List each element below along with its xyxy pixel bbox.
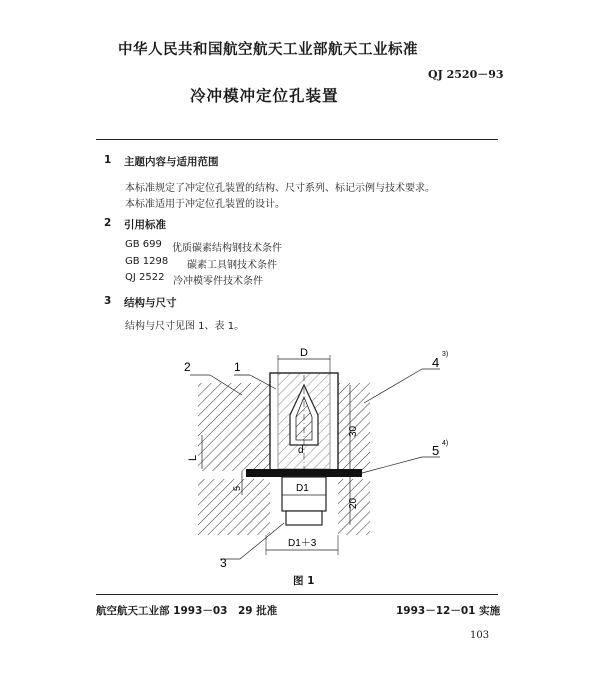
part-2-label: 2: [184, 360, 191, 374]
reference-name: 优质碳素结构钢技术条件: [172, 243, 282, 254]
dim-d-label: d: [298, 445, 304, 456]
reference-code: QJ 2522: [125, 272, 165, 283]
page-number: 103: [470, 630, 490, 641]
reference-code: GB 699: [125, 239, 162, 250]
reference-name: 冷冲模零件技术条件: [173, 276, 263, 287]
header-rule: [96, 139, 498, 140]
part-1-label: 1: [234, 360, 241, 374]
section-3-number: 3: [104, 295, 112, 307]
reference-name: 碳素工具钢技术条件: [187, 260, 277, 271]
part-4-note: 3): [442, 351, 449, 358]
section-1-number: 1: [104, 154, 112, 166]
section-2-title: 引用标准: [124, 219, 166, 231]
issuing-organization: 中华人民共和国航空航天工业部航天工业标准: [118, 42, 418, 58]
section-1-paragraph-1: 本标准规定了冲定位孔装置的结构、尺寸系列、标记示例与技术要求。: [125, 183, 435, 194]
part-3-label: 3: [220, 556, 227, 570]
dim-20-label: 20: [348, 497, 359, 509]
dim-D1-plus3-label: D1＋3: [288, 538, 317, 549]
dim-D1-label: D1: [296, 483, 309, 494]
section-3-paragraph: 结构与尺寸见图 1、表 1。: [125, 321, 245, 332]
figure-1-caption: 图 1: [293, 575, 315, 587]
dim-L-label: L: [187, 454, 199, 461]
dim-30-label: 30: [348, 425, 359, 437]
part-5-note: 4): [442, 440, 449, 447]
dim-D-label: D: [300, 347, 308, 359]
part-5-label: 5: [432, 443, 440, 458]
footer-effective-date: 1993－12－01 实施: [396, 605, 501, 617]
part-4-label: 4: [432, 355, 440, 370]
document-title: 冷冲模冲定位孔装置: [190, 87, 339, 105]
section-2-number: 2: [104, 217, 112, 229]
dim-5-label: 5: [232, 485, 242, 491]
die-insert-step: [286, 511, 322, 525]
footer-issuer: 航空航天工业部 1993－03 29 批准: [96, 605, 278, 617]
standard-code: QJ 2520－93: [428, 68, 504, 81]
section-1-paragraph-2: 本标准适用于冲定位孔装置的设计。: [125, 199, 285, 210]
footer-rule: [96, 594, 498, 595]
stripper-plate: [246, 469, 362, 477]
die-plate-left: [198, 383, 270, 471]
figure-1-drawing: [150, 345, 470, 570]
reference-code: GB 1298: [125, 256, 169, 267]
section-1-title: 主题内容与适用范围: [124, 156, 219, 168]
section-3-title: 结构与尺寸: [124, 297, 177, 309]
